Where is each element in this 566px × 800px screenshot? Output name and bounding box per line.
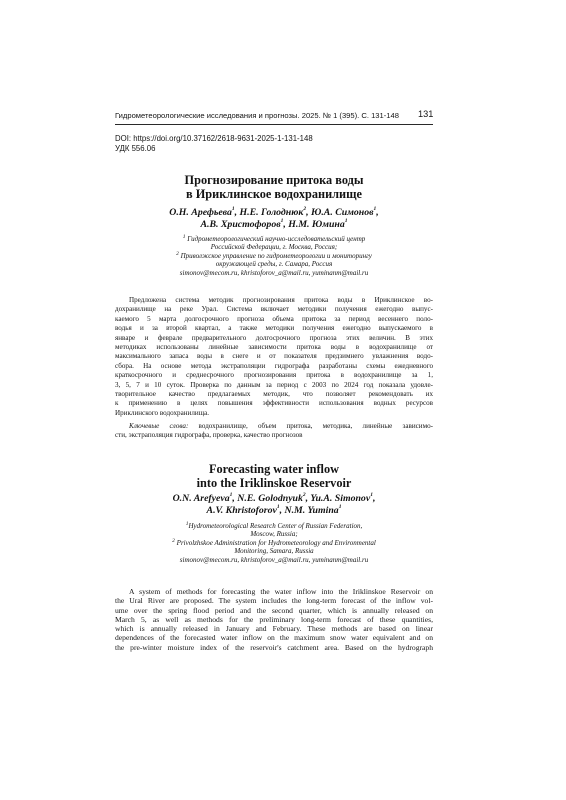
abstract-line: Предложена система методик прогнозирования притока воды в Ириклинское во- — [129, 296, 433, 304]
abstract-line: the pre-winter moisture index of the reservoir's catchment area. Based on the hydrograph — [115, 642, 433, 652]
abstract-line: Ириклинского водохранилища. — [115, 408, 210, 417]
keywords-ru — [115, 422, 433, 441]
abstract-line: творительное качество предлагаемых методик, что позволяет рекомендовать их — [115, 389, 433, 398]
author-affiliation-mark: 1 — [338, 504, 342, 510]
author-separator: , — [376, 207, 379, 218]
abstract-line: сбора. На основе метода экстраполяции гидрографа разработаны схемы ежедневного — [115, 361, 433, 370]
affiliations-en — [140, 522, 408, 564]
author-separator: , — [279, 505, 285, 516]
keywords-label: Ключевые слова: — [129, 422, 189, 430]
author-name: О.Н. Арефьева — [169, 207, 232, 218]
abstract-line: дохранилище на реке Урал. Система включает методики получения ежегодно выпус- — [115, 305, 433, 314]
abstract-ru — [115, 296, 433, 418]
email-line: simonov@mecom.ru, khristoforov_a@mail.ru, yuminanm@mail.ru — [179, 555, 369, 564]
author-separator: , — [234, 207, 240, 218]
title-line: в Ириклинское водохранилище — [186, 187, 362, 201]
abstract-line: which is annually released in January and February. These methods are based on linear — [115, 624, 433, 634]
title-ru — [115, 173, 433, 201]
affiliation-line: Российской Федерации, г. Москва, Россия; — [210, 243, 338, 252]
author-line — [115, 493, 433, 505]
affiliation-line: $^2$ Приволжское управление по гидрометеорологии и мониторингу — [176, 250, 372, 260]
title-line: Forecasting water inflow — [208, 462, 339, 476]
keywords-line: сти, экстраполяция гидрографа, проверка, качество прогнозов — [115, 431, 303, 440]
author-line — [115, 207, 433, 219]
author-line — [115, 505, 433, 517]
author-name: N.M. Yumina — [284, 505, 339, 516]
abstract-line: максимального запаса воды в снеге и от показателя предзимнего увлажнения водо- — [115, 352, 433, 361]
authors-en — [115, 493, 433, 517]
author-affiliation-mark: 2 — [302, 492, 306, 498]
abstract-line: каемого 5 марта долгосрочного прогноза объема притока за период весеннего поло- — [115, 314, 433, 323]
abstract-line: водья и за второй квартал, а также методики получения ежегодно выпускаемого в — [115, 324, 433, 333]
abstract-line: 3, 5, 7 и 10 суток. Проверка по данным за период с 2003 по 2024 год показала удовле- — [115, 380, 433, 389]
affiliation-line: Monitoring, Samara, Russia — [234, 547, 314, 556]
affiliation-line: окружающей среды, г. Самара, Россия — [215, 260, 333, 269]
header-divider — [115, 124, 433, 125]
author-separator: , — [305, 493, 311, 504]
author-separator: , — [283, 219, 289, 230]
title-en — [115, 462, 433, 490]
title-line: Прогнозирование притока воды — [184, 173, 364, 187]
author-separator: , — [232, 493, 238, 504]
abstract-line: A system of methods for forecasting the water inflow into the Iriklinskoe Reservoir on — [129, 587, 433, 596]
author-affiliation-mark: 1 — [276, 504, 280, 510]
keywords-line: Ключевые слова: водохранилище, объем притока, методика, линейные зависимо- — [129, 422, 433, 430]
doi-link[interactable]: DOI: https://doi.org/10.37162/2618-9631-2025-1-131-148 — [115, 134, 313, 143]
author-name: Yu.A. Simonov — [310, 493, 371, 504]
author-separator: , — [372, 493, 376, 504]
abstract-line: январе и феврале предварительного долгосрочного прогноза этих величин. В этих — [115, 333, 433, 342]
page-number: 131 — [418, 109, 434, 119]
abstract-line: к применению в целях повышения эффективности использования водных ресурсов — [115, 399, 433, 408]
author-name: N.E. Golodnyuk — [237, 493, 303, 504]
email-line: simonov@mecom.ru, khristoforov_a@mail.ru, yuminanm@mail.ru — [179, 268, 369, 277]
abstract-line: краткосрочного и среднесрочного прогнозирования притока в водохранилище за 1, — [115, 371, 433, 380]
author-affiliation-mark: 1 — [344, 218, 348, 224]
running-header: Гидрометеорологические исследования и прогнозы. 2025. № 1 (395). С. 131-148 — [115, 111, 399, 120]
author-separator: , — [306, 207, 311, 218]
author-affiliation-mark: 1 — [370, 492, 373, 498]
affiliation-line: Moscow, Russia; — [250, 530, 298, 539]
affiliation-line: $^2$ Privolzhskoe Administration for Hydrometeorology and Environmental — [172, 537, 376, 547]
affiliation-line: $^1$ Гидрометеорологический научно-исследовательский центр — [182, 234, 366, 243]
author-affiliation-mark: 1 — [373, 206, 377, 212]
author-name: А.В. Христофоров — [200, 219, 281, 230]
udc-code: УДК 556.06 — [115, 144, 156, 153]
author-affiliation-mark: 1 — [229, 492, 233, 498]
affiliation-line: $^1$Hydrometeorological Research Center of Russian Federation, — [185, 521, 363, 530]
title-line: into the Iriklinskoe Reservoir — [196, 476, 352, 490]
author-name: A.V. Khristoforov — [206, 505, 277, 516]
affiliations-ru — [140, 235, 408, 277]
author-affiliation-mark: 1 — [231, 206, 235, 212]
author-affiliation-mark: 2 — [303, 206, 307, 212]
author-name: O.N. Arefyeva — [172, 493, 230, 504]
author-affiliation-mark: 1 — [280, 218, 284, 224]
abstract-line: dependences of the forecasted water inflow on the maximum snow water equivalent and on — [115, 633, 433, 643]
abstract-line: методиках использованы линейные зависимости притока воды в водохранилище от — [115, 342, 433, 351]
author-line — [115, 219, 433, 231]
author-name: Ю.А. Симонов — [310, 207, 374, 218]
author-name: Н.Е. Голоднюк — [239, 207, 304, 218]
abstract-line: the Ural River are proposed. The system includes the long-term forecast of the inflow vol- — [115, 596, 433, 606]
abstract-line: March 5, as well as methods for the preliminary long-term forecast of these quantities, — [115, 614, 433, 624]
author-name: Н.М. Юмина — [288, 219, 345, 230]
authors-ru — [115, 207, 433, 231]
abstract-line: ume over the spring flood period and the second quarter, which is annually released on — [115, 605, 433, 615]
abstract-en — [115, 587, 433, 652]
